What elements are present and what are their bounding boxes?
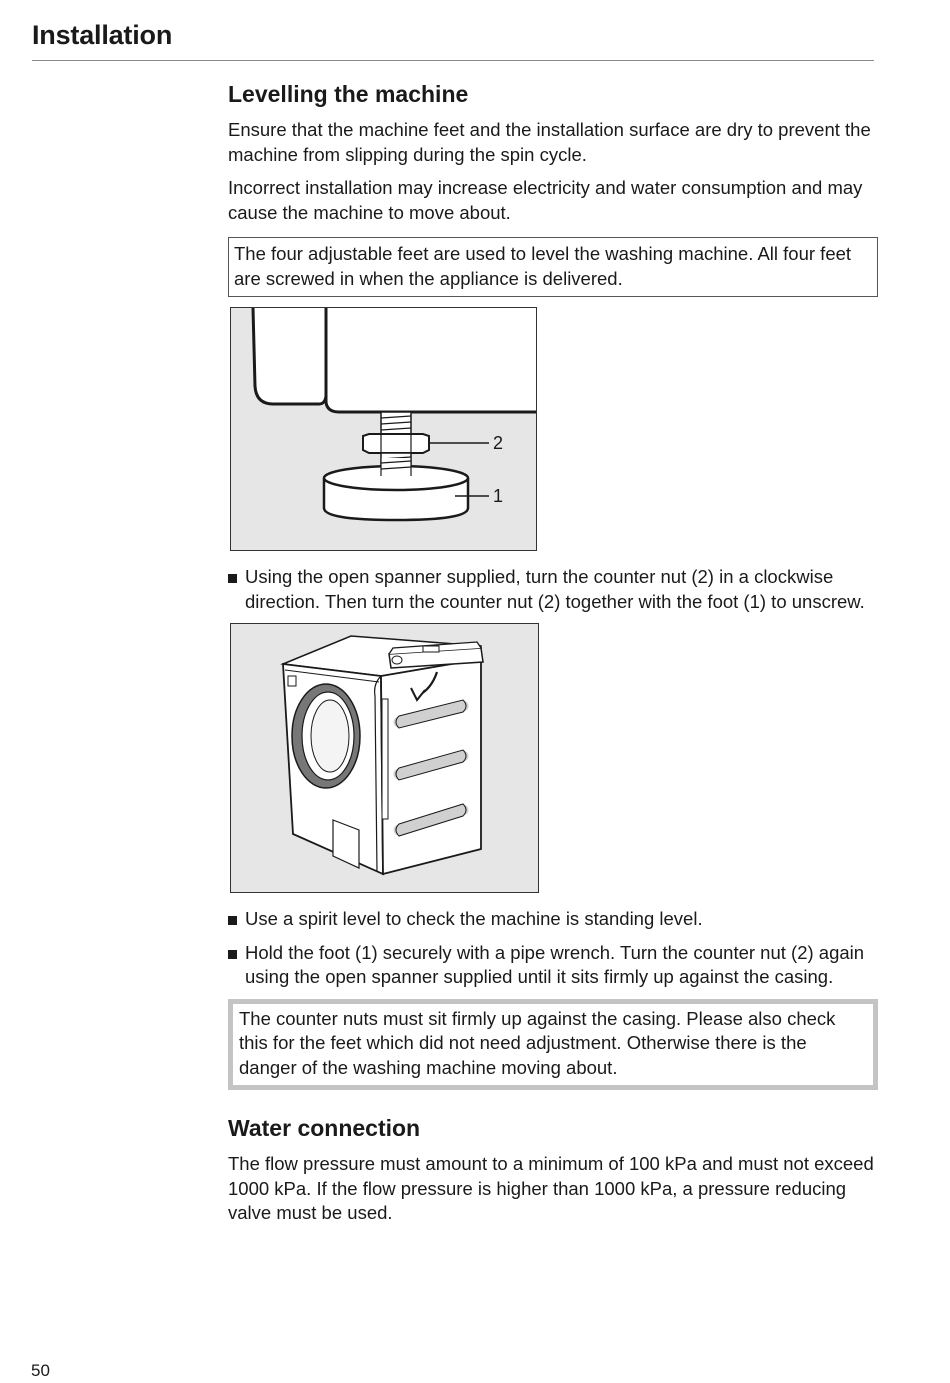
machine-casing-front: [253, 308, 326, 404]
bullet-square-icon: [228, 916, 237, 925]
figure-foot-and-counter-nut: [230, 307, 537, 551]
label-counter-nut: 2: [493, 433, 504, 453]
section-heading-water: Water connection: [228, 1115, 421, 1141]
instruction-tighten-nut: [228, 941, 878, 990]
instruction-text: Use a spirit level to check the machine is standing level.: [245, 908, 703, 929]
instruction-text: Hold the foot (1) securely with a pipe wrench. Turn the counter nut (2) again using the open spanner supplied until it sits firmly up against the casing.: [245, 941, 865, 987]
figure-spirit-level-check: [230, 623, 539, 893]
instruction-check-level: [228, 907, 878, 932]
warning-box-counter-nuts: The counter nuts must sit firmly up against the casing. Please also check this for the feet which did not need adjustment. Otherwise there is the danger of the washing machine moving about.: [228, 999, 878, 1091]
bullet-square-icon: [228, 574, 237, 583]
page-title: Installation: [32, 20, 173, 50]
instruction-unscrew-foot: [228, 565, 878, 614]
paragraph-dry-feet: Ensure that the machine feet and the installation surface are dry to prevent the machine from slipping during the spin cycle.: [228, 119, 871, 165]
header-divider: [32, 60, 874, 61]
bullet-square-icon: [228, 950, 237, 959]
paragraph-incorrect-installation: Incorrect installation may increase electricity and water consumption and may cause the machine to move about.: [228, 177, 863, 223]
counter-nut: [363, 434, 429, 453]
paragraph-flow-pressure: The flow pressure must amount to a minimum of 100 kPa and must not exceed 1000 kPa. If the flow pressure is higher than 1000 kPa, a pressure reducing valve must be used.: [228, 1153, 874, 1223]
section-heading-levelling: Levelling the machine: [228, 81, 469, 107]
page-number: 50: [31, 1361, 50, 1380]
instruction-text: Using the open spanner supplied, turn the counter nut (2) in a clockwise direction. Then turn the counter nut (2) together with the foot (1) to unscrew.: [245, 566, 865, 612]
main-content: [228, 78, 878, 1235]
label-foot: 1: [493, 486, 504, 506]
note-box-adjustable-feet: The four adjustable feet are used to level the washing machine. All four feet are screwed in when the appliance is delivered.: [228, 237, 878, 297]
